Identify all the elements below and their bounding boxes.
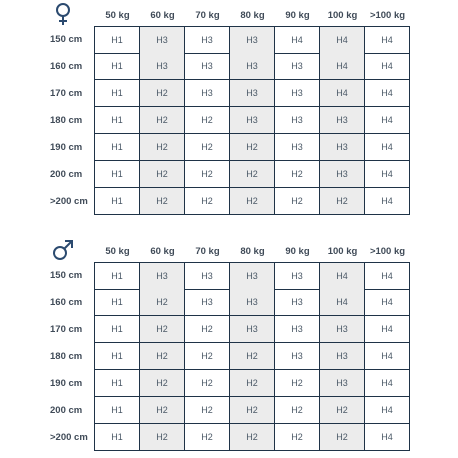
size-cell: H2 [185, 424, 230, 451]
size-cell: H4 [365, 134, 410, 161]
size-cell: H3 [320, 134, 365, 161]
size-cell: H1 [95, 397, 140, 424]
size-cell: H2 [230, 370, 275, 397]
height-label: 150 cm [50, 34, 83, 45]
size-cell: H3 [275, 289, 320, 316]
size-cell: H4 [365, 161, 410, 188]
table-row [50, 262, 410, 289]
table-row [50, 134, 410, 161]
size-cell: H2 [185, 316, 230, 343]
row-cells [94, 370, 410, 397]
table-row [50, 343, 410, 370]
size-cell: H3 [230, 316, 275, 343]
size-cell: H2 [140, 397, 185, 424]
height-label: 200 cm [50, 405, 83, 416]
size-cell: H4 [365, 107, 410, 134]
size-cell: H3 [185, 53, 230, 80]
table-row [50, 161, 410, 188]
size-cell: H2 [140, 424, 185, 451]
height-label: 180 cm [50, 115, 83, 126]
size-cell: H2 [185, 188, 230, 215]
row-cells [94, 53, 410, 80]
size-cell: H2 [140, 107, 185, 134]
size-cell: H4 [365, 80, 410, 107]
size-cell: H2 [185, 161, 230, 188]
row-cells [94, 161, 410, 188]
size-cell: H3 [320, 161, 365, 188]
size-cell: H2 [230, 188, 275, 215]
column-header: >100 kg [369, 245, 406, 257]
row-cells [94, 134, 410, 161]
size-cell: H2 [140, 316, 185, 343]
size-cell: H4 [320, 80, 365, 107]
size-cell: H2 [140, 134, 185, 161]
size-cell: H1 [95, 424, 140, 451]
row-cells [94, 80, 410, 107]
column-header: 80 kg [240, 245, 265, 257]
size-cell: H2 [140, 289, 185, 316]
size-cell: H2 [185, 107, 230, 134]
table-row [50, 53, 410, 80]
height-label: 200 cm [50, 169, 83, 180]
female-table-header [95, 4, 410, 26]
size-cell: H4 [365, 289, 410, 316]
row-cells [94, 316, 410, 343]
row-cells [94, 397, 410, 424]
size-cell: H3 [275, 53, 320, 80]
size-cell: H3 [230, 27, 275, 54]
row-cells [94, 188, 410, 215]
size-cell: H1 [95, 370, 140, 397]
size-cell: H2 [230, 424, 275, 451]
size-cell: H4 [320, 289, 365, 316]
column-header: 100 kg [327, 9, 358, 21]
size-cell: H1 [95, 343, 140, 370]
size-cell: H3 [320, 316, 365, 343]
table-row [50, 107, 410, 134]
size-cell: H2 [275, 424, 320, 451]
table-row [50, 188, 410, 215]
size-cell: H1 [95, 263, 140, 290]
size-cell: H3 [185, 27, 230, 54]
size-cell: H2 [230, 397, 275, 424]
height-label: 190 cm [50, 142, 83, 153]
size-cell: H3 [275, 263, 320, 290]
table-row [50, 424, 410, 451]
size-cell: H3 [275, 343, 320, 370]
size-cell: H4 [365, 370, 410, 397]
column-header: 50 kg [105, 245, 130, 257]
size-cell: H2 [230, 343, 275, 370]
size-cell: H3 [185, 289, 230, 316]
size-cell: H3 [230, 263, 275, 290]
size-cell: H2 [230, 161, 275, 188]
table-row [50, 26, 410, 53]
male-size-table [50, 240, 410, 451]
size-cell: H2 [230, 134, 275, 161]
row-cells [94, 262, 410, 289]
size-cell: H3 [320, 107, 365, 134]
size-cell: H4 [320, 263, 365, 290]
size-cell: H1 [95, 107, 140, 134]
size-cell: H3 [230, 80, 275, 107]
size-cell: H4 [365, 188, 410, 215]
column-header: 70 kg [195, 245, 220, 257]
size-cell: H1 [95, 289, 140, 316]
size-cell: H1 [95, 80, 140, 107]
size-cell: H2 [320, 188, 365, 215]
height-label: >200 cm [50, 432, 88, 443]
size-cell: H2 [275, 161, 320, 188]
size-cell: H2 [140, 161, 185, 188]
column-header: 60 kg [150, 245, 175, 257]
table-row [50, 80, 410, 107]
height-label: 160 cm [50, 297, 83, 308]
size-cell: H3 [140, 27, 185, 54]
size-cell: H4 [275, 27, 320, 54]
height-label: 170 cm [50, 88, 83, 99]
column-header: 100 kg [327, 245, 358, 257]
size-cell: H2 [140, 80, 185, 107]
size-cell: H4 [365, 263, 410, 290]
size-cell: H2 [140, 370, 185, 397]
female-size-table [50, 4, 410, 215]
size-cell: H3 [275, 80, 320, 107]
height-label: >200 cm [50, 196, 88, 207]
size-cell: H3 [275, 134, 320, 161]
size-cell: H4 [365, 397, 410, 424]
column-header: 90 kg [285, 245, 310, 257]
row-cells [94, 26, 410, 53]
size-cell: H1 [95, 53, 140, 80]
size-cell: H2 [185, 134, 230, 161]
size-cell: H4 [365, 53, 410, 80]
column-header: 90 kg [285, 9, 310, 21]
size-cell: H1 [95, 316, 140, 343]
size-cell: H2 [140, 188, 185, 215]
size-cell: H4 [320, 53, 365, 80]
size-cell: H2 [320, 397, 365, 424]
size-cell: H2 [275, 188, 320, 215]
table-row [50, 370, 410, 397]
size-cell: H1 [95, 188, 140, 215]
size-cell: H2 [140, 343, 185, 370]
size-cell: H3 [320, 370, 365, 397]
size-cell: H2 [320, 424, 365, 451]
size-cell: H4 [365, 27, 410, 54]
table-row [50, 397, 410, 424]
row-cells [94, 424, 410, 451]
height-label: 150 cm [50, 270, 83, 281]
size-cell: H2 [185, 397, 230, 424]
size-cell: H4 [365, 343, 410, 370]
height-label: 190 cm [50, 378, 83, 389]
size-cell: H3 [230, 107, 275, 134]
size-cell: H3 [185, 263, 230, 290]
size-cell: H4 [365, 316, 410, 343]
column-header: >100 kg [369, 9, 406, 21]
table-row [50, 316, 410, 343]
size-cell: H1 [95, 134, 140, 161]
size-cell: H3 [185, 80, 230, 107]
row-cells [94, 343, 410, 370]
size-cell: H1 [95, 161, 140, 188]
size-cell: H1 [95, 27, 140, 54]
male-table-header [95, 240, 410, 262]
size-cell: H3 [140, 53, 185, 80]
table-row [50, 289, 410, 316]
size-cell: H4 [365, 424, 410, 451]
height-label: 180 cm [50, 351, 83, 362]
male-symbol-icon [51, 238, 75, 262]
size-cell: H3 [275, 107, 320, 134]
size-cell: H2 [185, 370, 230, 397]
size-cell: H3 [320, 343, 365, 370]
size-cell: H2 [275, 370, 320, 397]
size-cell: H4 [320, 27, 365, 54]
height-label: 160 cm [50, 61, 83, 72]
size-cell: H3 [230, 289, 275, 316]
column-header: 80 kg [240, 9, 265, 21]
column-header: 60 kg [150, 9, 175, 21]
female-symbol-icon [51, 2, 75, 26]
row-cells [94, 289, 410, 316]
column-header: 50 kg [105, 9, 130, 21]
row-cells [94, 107, 410, 134]
size-cell: H2 [275, 397, 320, 424]
size-cell: H3 [275, 316, 320, 343]
size-cell: H3 [140, 263, 185, 290]
size-cell: H3 [230, 53, 275, 80]
height-label: 170 cm [50, 324, 83, 335]
column-header: 70 kg [195, 9, 220, 21]
size-cell: H2 [185, 343, 230, 370]
